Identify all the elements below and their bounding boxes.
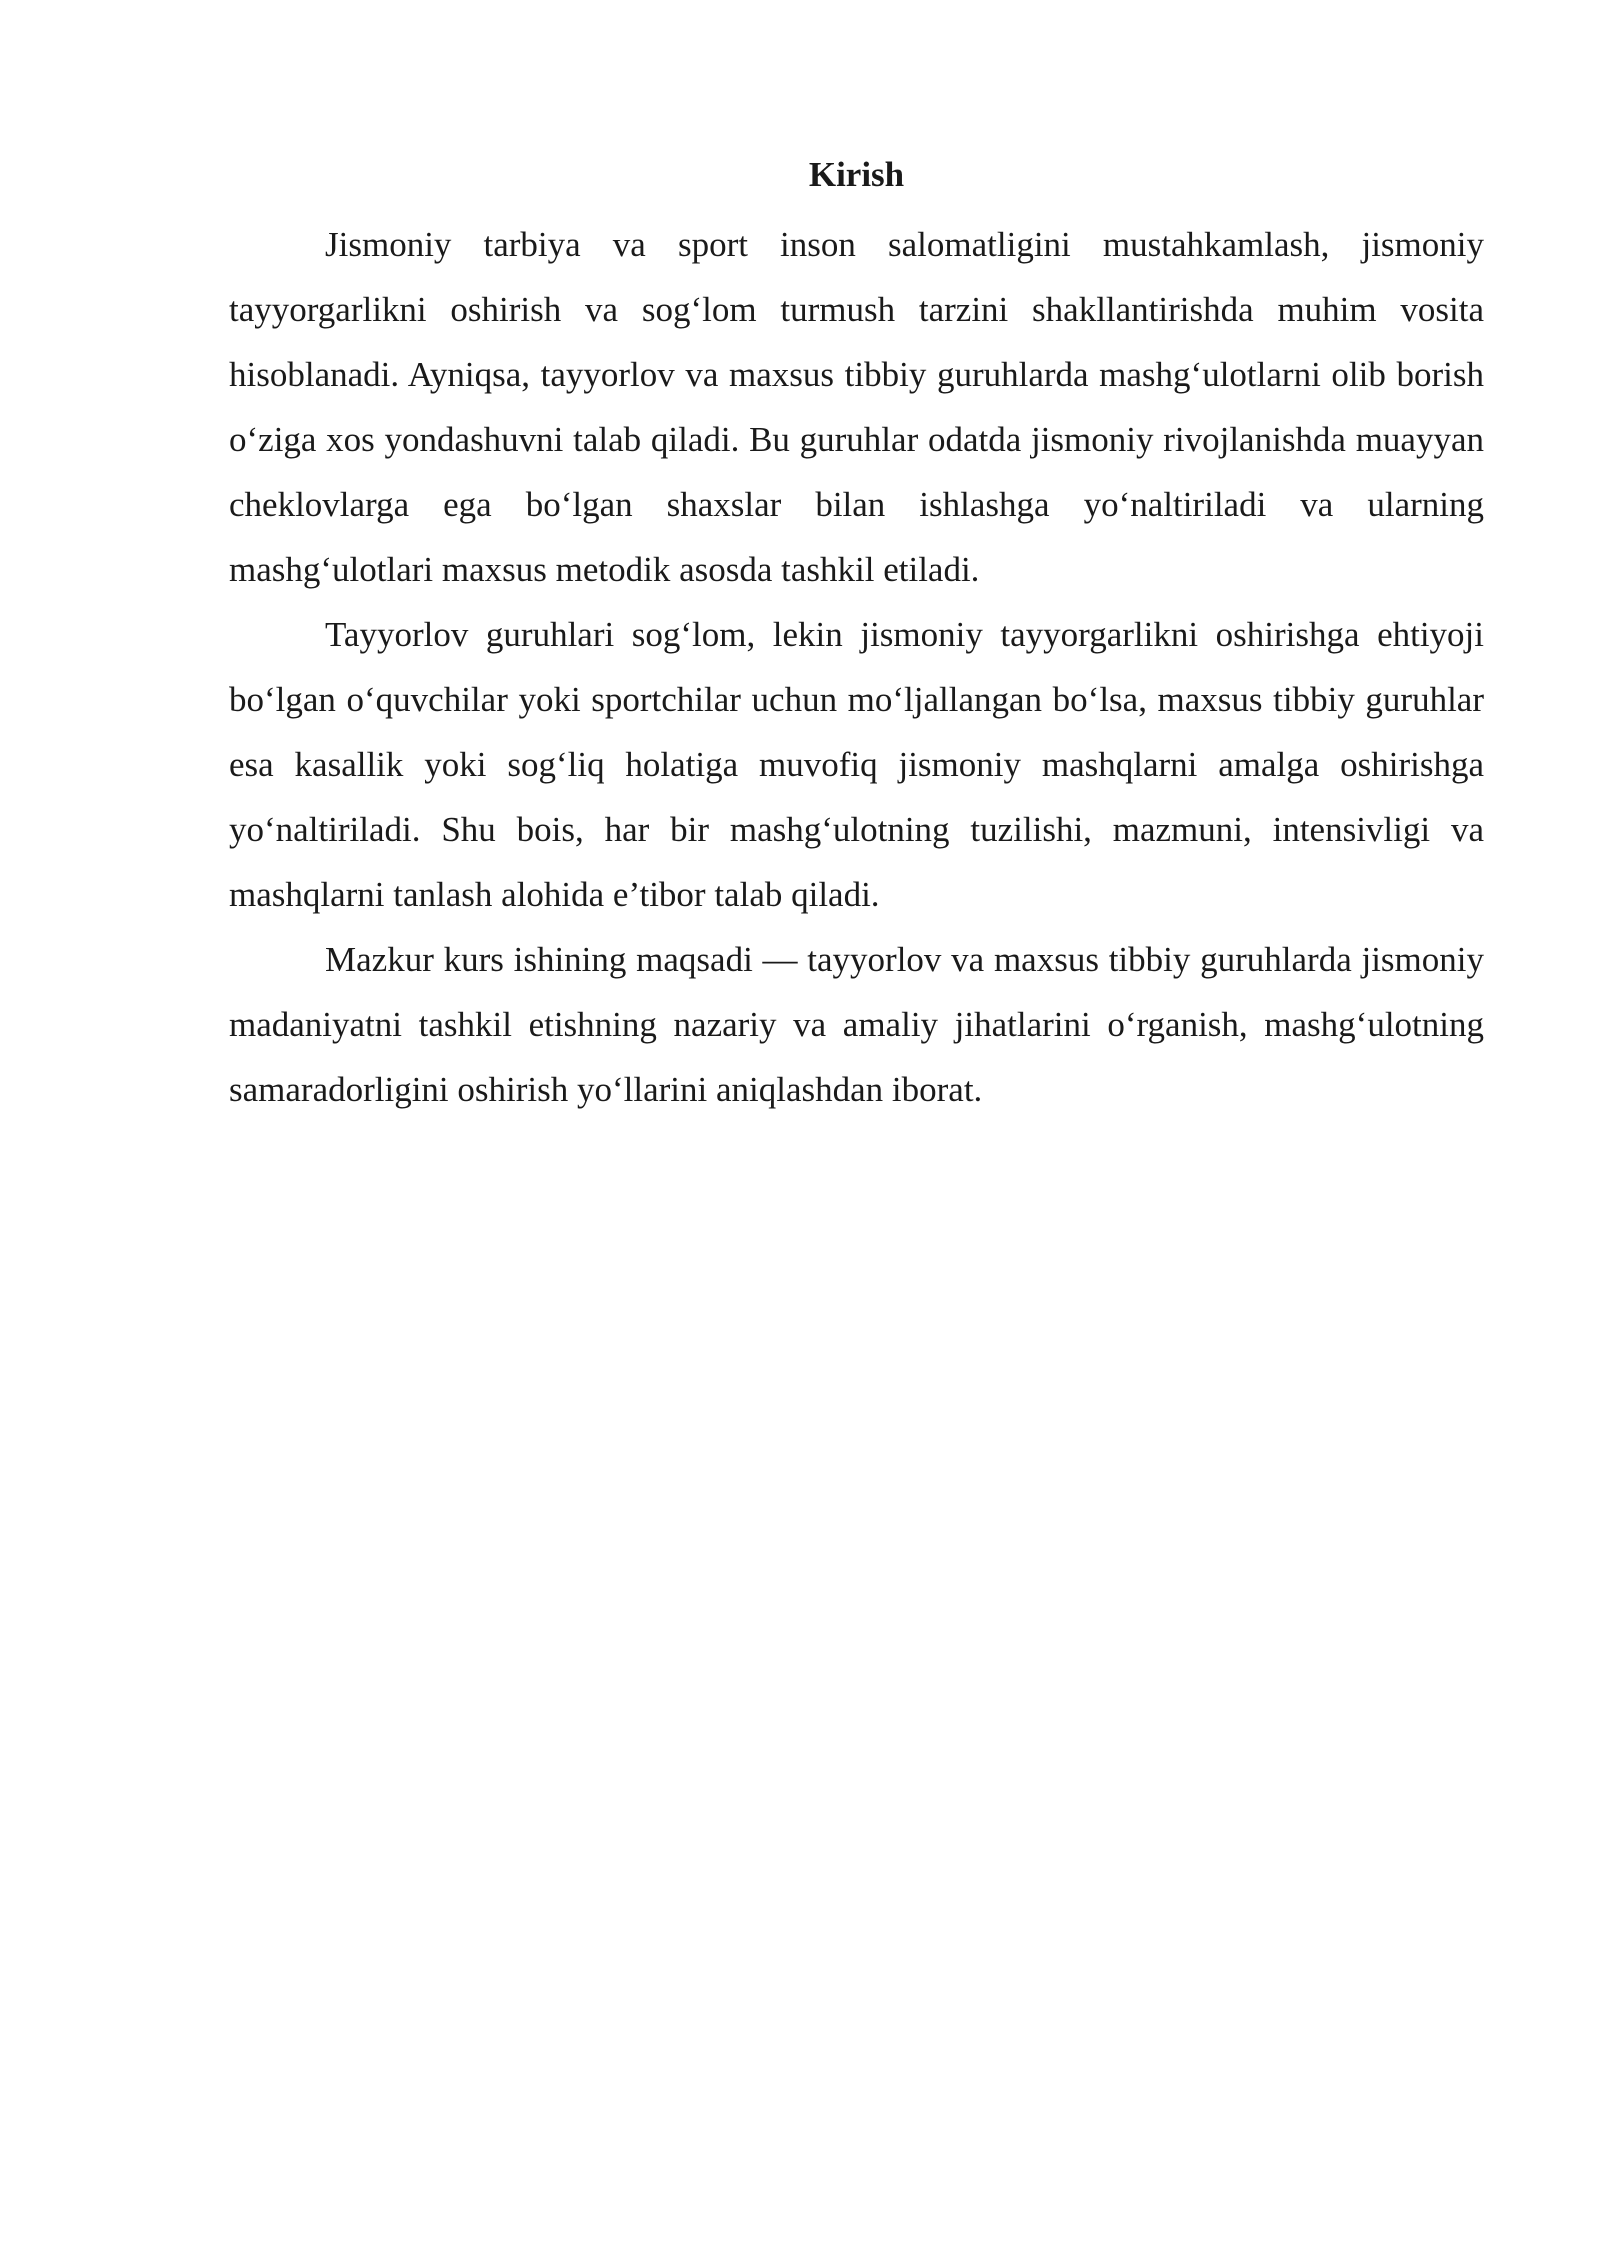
paragraph-groups: Tayyorlov guruhlari sog‘lom, lekin jismoniy tayyorgarlikni oshirishga ehtiyoji bo‘lgan o‘quvchilar yoki sportchilar uchun mo‘ljallangan bo‘lsa, maxsus tibbiy guruhlar esa kasallik yoki sog‘liq holatiga muvofiq jismoniy mashqlarni amalga oshirishga yo‘naltiriladi. Shu bois, har bir mashg‘ulotning tuzilishi, mazmuni, intensivligi va mashqlarni tanlash alohida e’tibor talab qiladi.	[229, 615, 1484, 914]
paragraph-intro: Jismoniy tarbiya va sport inson salomatligini mustahkamlash, jismoniy tayyorgarlikni oshirish va sog‘lom turmush tarzini shakllantirishda muhim vosita hisoblanadi. Ayniqsa, tayyorlov va maxsus tibbiy guruhlarda mashg‘ulotlarni olib borish o‘ziga xos yondashuvni talab qiladi. Bu guruhlar odatda jismoniy rivojlanishda muayyan cheklovlarga ega bo‘lgan shaxslar bilan ishlashga yo‘naltiriladi va ularning mashg‘ulotlari maxsus metodik asosda tashkil etiladi.	[229, 225, 1484, 589]
document-body	[229, 148, 1484, 1122]
paragraph-goal: Mazkur kurs ishining maqsadi — tayyorlov va maxsus tibbiy guruhlarda jismoniy madaniyatni tashkil etishning nazariy va amaliy jihatlarini o‘rganish, mashg‘ulotning samaradorligini oshirish yo‘llarini aniqlashdan iborat.	[229, 940, 1484, 1109]
page-title: Kirish	[808, 155, 905, 194]
